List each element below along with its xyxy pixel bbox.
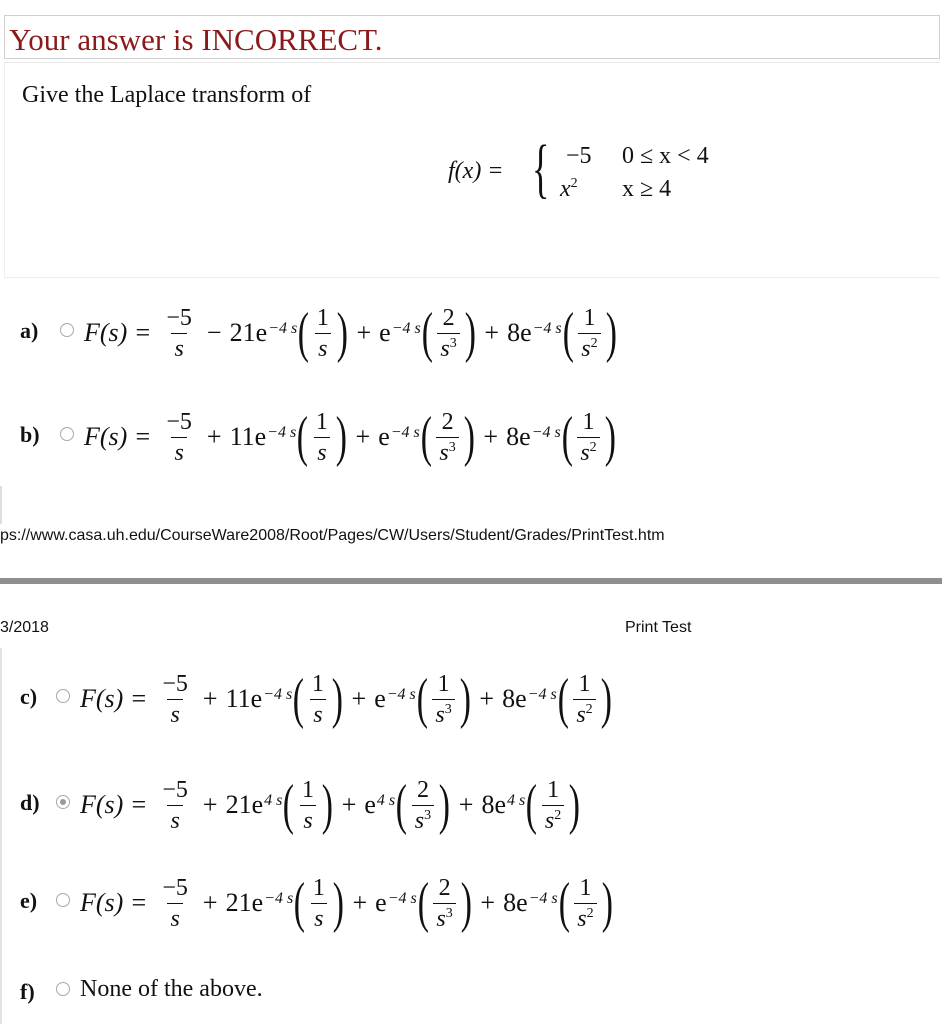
right-paren: ) [335, 406, 347, 468]
right-paren: ) [332, 872, 344, 934]
first-fraction: $\frac{-5}{s}$ [162, 874, 188, 932]
term-coef: 8e [502, 684, 527, 713]
right-paren: ) [601, 872, 613, 934]
operator: + [202, 888, 218, 917]
term-fraction: $\frac{1}{s^2}$ [574, 876, 596, 931]
case-1-condition: 0 ≤ x < 4 [622, 143, 709, 169]
left-paren: ( [293, 872, 306, 934]
right-paren: ) [605, 302, 617, 364]
term-exponent: −4 s [267, 424, 297, 441]
print-date: 3/2018 [0, 619, 49, 636]
left-paren: ( [297, 302, 310, 364]
option-f-radio[interactable] [56, 982, 70, 996]
option-formula [80, 866, 613, 940]
right-paren: ) [464, 302, 476, 364]
operator: + [479, 684, 495, 713]
page-break-bar [0, 578, 942, 584]
term-coef: 8e [506, 422, 531, 451]
first-fraction: $\frac{-5}{s}$ [162, 670, 188, 728]
term-coef: 8e [503, 888, 528, 917]
option-formula [84, 400, 616, 474]
left-paren: ( [562, 302, 574, 364]
option-letter: b) [20, 422, 40, 447]
term-fraction: $\frac{2}{s^3}$ [436, 410, 458, 465]
left-margin-rule [0, 486, 2, 524]
term-fraction: $\frac{2}{s^3}$ [433, 876, 455, 931]
left-paren: ( [417, 872, 429, 934]
left-paren: ( [420, 406, 432, 468]
function-lhs: f(x) = [448, 158, 504, 184]
formula-lhs: F(s) = [84, 422, 152, 451]
term-coef: 21e [229, 318, 268, 347]
formula-lhs: F(s) = [80, 790, 148, 819]
term-coef: 11e [225, 684, 263, 713]
operator: + [202, 790, 218, 819]
term-coef: e [374, 684, 386, 713]
term-fraction: $\frac{1}{s^2}$ [542, 778, 564, 833]
option-formula [80, 662, 612, 736]
right-paren: ) [336, 302, 348, 364]
operator: + [202, 684, 218, 713]
right-paren: ) [568, 774, 581, 836]
option-radio[interactable] [56, 893, 70, 907]
operator: + [351, 684, 367, 713]
option-letter: e) [20, 888, 38, 913]
option-letter: a) [20, 318, 39, 343]
right-paren: ) [600, 668, 612, 730]
status-message: Your answer is INCORRECT. [9, 22, 383, 57]
operator: + [480, 888, 496, 917]
term-fraction: $\frac{1}{s^2}$ [573, 672, 595, 727]
left-paren: ( [558, 872, 570, 934]
term-fraction: $\frac{1}{s}$ [315, 408, 328, 466]
term-coef: e [364, 790, 376, 819]
print-url: ps://www.casa.uh.edu/CourseWare2008/Root/Pages/CW/Users/Student/Grades/PrintTest.htm [0, 527, 665, 544]
left-margin-rule-2 [0, 648, 2, 1024]
term-fraction: $\frac{1}{s^2}$ [577, 410, 599, 465]
option-f-text: None of the above. [80, 976, 263, 1002]
operator: + [483, 422, 499, 451]
term-coef: 21e [225, 790, 264, 819]
term-exponent: −4 s [532, 320, 562, 337]
case-2-condition: x ≥ 4 [622, 176, 672, 202]
term-coef: 11e [229, 422, 267, 451]
term-fraction: $\frac{1}{s}$ [316, 304, 329, 362]
left-paren: ( [395, 774, 408, 836]
first-fraction: $\frac{-5}{s}$ [162, 776, 188, 834]
left-paren: ( [283, 774, 295, 836]
option-f-letter: f) [20, 979, 35, 1004]
right-paren: ) [604, 406, 616, 468]
formula-lhs: F(s) = [80, 684, 148, 713]
option-formula [84, 296, 617, 370]
right-paren: ) [460, 872, 472, 934]
left-paren: ( [416, 668, 428, 730]
term-exponent: −4 s [387, 890, 417, 907]
option-radio[interactable] [56, 689, 70, 703]
term-fraction: $\frac{2}{s^3}$ [437, 306, 459, 361]
print-title: Print Test [625, 619, 692, 636]
term-coef: e [375, 888, 387, 917]
operator: + [206, 422, 222, 451]
term-fraction: $\frac{1}{s}$ [312, 874, 325, 932]
term-exponent: −4 s [390, 424, 420, 441]
operator: + [458, 790, 474, 819]
term-fraction: $\frac{1}{s^3}$ [432, 672, 454, 727]
right-paren: ) [463, 406, 475, 468]
operator: + [484, 318, 500, 347]
formula-lhs: F(s) = [80, 888, 148, 917]
operator: − [206, 318, 222, 347]
left-paren: ( [292, 668, 305, 730]
term-coef: 8e [481, 790, 507, 819]
formula-lhs: F(s) = [84, 318, 152, 347]
term-coef: 8e [507, 318, 532, 347]
term-fraction: $\frac{1}{s^2}$ [578, 306, 600, 361]
term-exponent: 4 s [264, 792, 283, 809]
term-exponent: −4 s [263, 686, 293, 703]
option-radio[interactable] [56, 795, 70, 809]
first-fraction: $\frac{-5}{s}$ [166, 304, 192, 362]
first-fraction: $\frac{-5}{s}$ [166, 408, 192, 466]
piecewise-brace: { [532, 132, 550, 205]
case-2-value: $x^2$ [560, 176, 578, 202]
term-exponent: −4 s [391, 320, 421, 337]
right-paren: ) [331, 668, 343, 730]
term-exponent: 4 s [376, 792, 396, 809]
left-paren: ( [561, 406, 573, 468]
option-letter: c) [20, 684, 38, 709]
left-paren: ( [525, 774, 538, 836]
option-letter: d) [20, 790, 40, 815]
right-paren: ) [459, 668, 471, 730]
left-paren: ( [421, 302, 433, 364]
question-prompt: Give the Laplace transform of [22, 82, 312, 108]
operator: + [355, 422, 371, 451]
left-paren: ( [296, 406, 309, 468]
term-exponent: −4 s [386, 686, 416, 703]
option-radio[interactable] [60, 427, 74, 441]
operator: + [341, 790, 357, 819]
right-paren: ) [321, 774, 333, 836]
term-exponent: −4 s [528, 890, 558, 907]
term-exponent: −4 s [527, 686, 557, 703]
case-1-value: −5 [566, 143, 592, 169]
term-coef: 21e [225, 888, 264, 917]
term-fraction: $\frac{1}{s}$ [311, 670, 324, 728]
term-exponent: 4 s [507, 792, 526, 809]
term-fraction: $\frac{2}{s^3}$ [412, 778, 434, 833]
term-exponent: −4 s [531, 424, 561, 441]
term-exponent: −4 s [264, 890, 294, 907]
term-coef: e [378, 422, 390, 451]
left-paren: ( [557, 668, 569, 730]
operator: + [356, 318, 372, 347]
right-paren: ) [438, 774, 451, 836]
option-formula [80, 768, 581, 842]
term-coef: e [379, 318, 391, 347]
term-exponent: −4 s [268, 320, 298, 337]
option-radio[interactable] [60, 323, 74, 337]
term-fraction: $\frac{1}{s}$ [302, 776, 315, 834]
operator: + [352, 888, 368, 917]
